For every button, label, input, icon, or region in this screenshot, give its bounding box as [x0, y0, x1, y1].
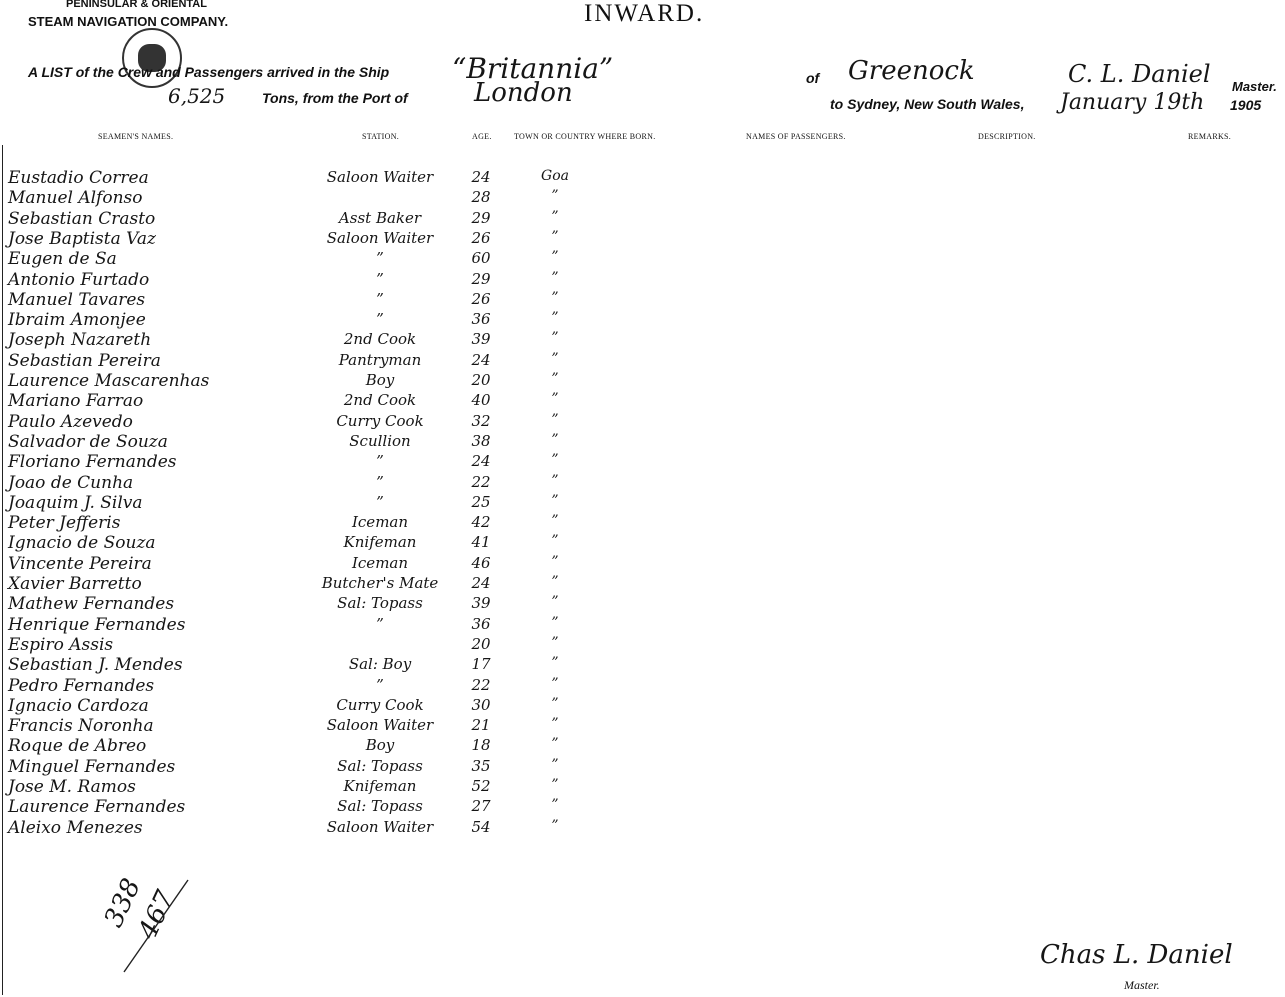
folio-number-lower: 467 — [132, 886, 181, 944]
crew-station: Knifeman — [343, 533, 417, 552]
crew-birthplace: ” — [551, 513, 559, 530]
crew-birthplace: ” — [551, 249, 559, 266]
crew-name: Xavier Barretto — [8, 574, 142, 594]
crew-name: Antonio Furtado — [8, 269, 150, 290]
crew-birthplace: ” — [551, 695, 559, 712]
crew-station: ” — [376, 289, 384, 308]
crew-age: 28 — [471, 188, 491, 207]
crew-row — [0, 229, 640, 249]
crew-row — [0, 310, 640, 330]
crew-name: Laurence Mascarenhas — [8, 371, 210, 391]
crew-age: 39 — [471, 330, 491, 349]
crew-station: Sal: Topass — [337, 594, 423, 613]
crew-row — [0, 168, 640, 188]
crew-name: Manuel Alfonso — [8, 188, 143, 209]
to-label: to Sydney, New South Wales, — [830, 96, 1025, 112]
crew-birthplace: ” — [551, 492, 559, 509]
crew-name: Ignacio Cardoza — [8, 695, 149, 716]
crew-name: Floriano Fernandes — [8, 452, 177, 473]
crew-station: Knifeman — [343, 777, 417, 795]
crew-row — [0, 351, 640, 371]
crew-birthplace: ” — [551, 756, 559, 773]
of-label: of — [806, 70, 820, 86]
crew-name: Eustadio Correa — [8, 168, 149, 188]
crew-station: Sal: Topass — [337, 797, 423, 816]
crew-name: Sebastian J. Mendes — [8, 655, 183, 676]
crew-station: Iceman — [351, 513, 409, 532]
crew-age: 24 — [471, 452, 491, 471]
crew-birthplace: ” — [551, 716, 559, 733]
crew-name: Pedro Fernandes — [8, 675, 155, 696]
crew-row — [0, 797, 640, 817]
crew-row — [0, 635, 640, 655]
crew-row — [0, 757, 640, 777]
col-seamen-names: SEAMEN'S NAMES. — [98, 132, 174, 141]
crew-row — [0, 412, 640, 432]
crew-station: ” — [376, 452, 384, 471]
crew-age: 36 — [471, 614, 491, 633]
crew-row — [0, 716, 640, 736]
crew-row — [0, 736, 640, 756]
col-station: STATION. — [362, 132, 400, 141]
crew-station: ” — [376, 269, 384, 288]
crew-age: 60 — [471, 249, 491, 268]
of-port: Greenock — [848, 56, 975, 86]
crew-row — [0, 594, 640, 614]
tons-label: Tons, from the Port of — [262, 90, 408, 106]
crew-birthplace: ” — [551, 228, 559, 245]
crew-age: 27 — [471, 797, 491, 816]
crew-row — [0, 270, 640, 290]
crew-age: 17 — [471, 655, 491, 674]
crew-row — [0, 371, 640, 391]
crew-station: Iceman — [351, 553, 409, 572]
crew-birthplace: ” — [551, 614, 559, 631]
crew-birthplace: ” — [551, 634, 559, 651]
crew-birthplace: ” — [551, 208, 559, 225]
crew-name: Francis Noronha — [8, 716, 154, 737]
crew-age: 54 — [471, 817, 491, 836]
crew-name: Sebastian Pereira — [8, 350, 161, 371]
crew-station: Pantryman — [338, 350, 422, 369]
crew-row — [0, 452, 640, 472]
crew-row — [0, 777, 640, 797]
crew-name: Joaquim J. Silva — [8, 492, 143, 513]
crew-row — [0, 554, 640, 574]
crew-birthplace: ” — [551, 574, 559, 590]
crew-row — [0, 209, 640, 229]
crew-age: 40 — [471, 391, 491, 410]
company-name-line2: STEAM NAVIGATION COMPANY. — [28, 14, 229, 29]
crew-name: Paulo Azevedo — [8, 411, 133, 432]
crew-birthplace: ” — [551, 777, 559, 793]
crew-birthplace: ” — [551, 553, 559, 570]
crew-row — [0, 432, 640, 452]
crew-age: 26 — [471, 289, 491, 308]
arrival-date: January 19th — [1060, 90, 1205, 115]
document-title: INWARD. — [584, 0, 705, 27]
crew-station: Sal: Topass — [337, 756, 423, 775]
crew-age: 32 — [471, 411, 491, 430]
crew-station: ” — [376, 249, 384, 268]
crew-name: Espiro Assis — [8, 634, 114, 655]
crew-row — [0, 493, 640, 513]
col-remarks: REMARKS. — [1188, 132, 1232, 141]
crew-birthplace: Goa — [541, 168, 569, 184]
crew-birthplace: ” — [551, 431, 559, 448]
master-name: C. L. Daniel — [1068, 60, 1211, 88]
crew-age: 26 — [471, 228, 491, 247]
folio-divider — [110, 876, 200, 976]
crew-station: ” — [376, 310, 384, 329]
crew-station: Curry Cook — [336, 411, 424, 430]
crew-age: 21 — [471, 716, 491, 735]
crew-name: Aleixo Menezes — [8, 817, 143, 838]
crew-birthplace: ” — [551, 310, 559, 327]
crew-name: Roque de Abreo — [8, 736, 147, 757]
crew-age: 30 — [471, 695, 491, 714]
crew-birthplace: ” — [551, 675, 559, 692]
crew-name: Sebastian Crasto — [8, 208, 156, 229]
crew-birthplace: ” — [551, 188, 559, 205]
crew-station: Butcher's Mate — [321, 574, 439, 592]
crew-station: 2nd Cook — [343, 330, 417, 349]
crew-name: Ibraim Amonjee — [8, 310, 146, 331]
crew-station: Saloon Waiter — [326, 817, 434, 836]
crew-row — [0, 696, 640, 716]
crew-name: Ignacio de Souza — [8, 533, 156, 554]
col-age: AGE. — [472, 132, 492, 141]
crew-age: 24 — [471, 350, 491, 369]
crew-age: 24 — [471, 574, 491, 592]
crew-birthplace: ” — [551, 533, 559, 550]
crew-age: 22 — [471, 472, 491, 491]
crew-station: Boy — [365, 371, 395, 389]
crew-row — [0, 574, 640, 594]
crew-station: Saloon Waiter — [326, 168, 434, 186]
crew-age: 36 — [471, 310, 491, 329]
crew-birthplace: ” — [551, 472, 559, 489]
crew-birthplace: ” — [551, 269, 559, 286]
crew-name: Manuel Tavares — [8, 289, 146, 310]
crew-birthplace: ” — [551, 371, 559, 387]
crew-age: 35 — [471, 756, 491, 775]
crew-name: Peter Jefferis — [8, 513, 121, 534]
crew-name: Joao de Cunha — [8, 472, 134, 493]
crew-age: 29 — [471, 208, 491, 227]
crew-birthplace: ” — [551, 452, 559, 469]
crew-age: 20 — [471, 634, 491, 653]
crew-name: Jose M. Ramos — [8, 777, 136, 797]
crew-age: 46 — [471, 553, 491, 572]
tonnage: 6,525 — [168, 84, 226, 108]
crew-station: ” — [376, 675, 384, 694]
crew-station: Saloon Waiter — [326, 716, 434, 735]
crew-row — [0, 655, 640, 675]
crew-birthplace: ” — [551, 391, 559, 408]
crew-row — [0, 188, 640, 208]
crew-row — [0, 513, 640, 533]
crew-station: ” — [376, 492, 384, 511]
crew-name: Henrique Fernandes — [8, 614, 186, 635]
crew-name: Mathew Fernandes — [8, 594, 175, 615]
crew-age: 52 — [471, 777, 491, 795]
crew-name: Joseph Nazareth — [8, 330, 152, 351]
crew-age: 20 — [471, 371, 491, 389]
crew-age: 38 — [471, 431, 491, 450]
list-heading-text: A LIST of the Crew and Passengers arrived in the Ship — [28, 64, 390, 80]
arrival-year: 1905 — [1230, 97, 1262, 113]
ship-name: “Britannia” — [452, 52, 614, 85]
signature-master-label: Master. — [1124, 978, 1160, 992]
crew-row — [0, 391, 640, 411]
crew-birthplace: ” — [551, 411, 559, 428]
crew-station: Saloon Waiter — [326, 228, 434, 247]
crew-row — [0, 249, 640, 269]
crew-row — [0, 676, 640, 696]
crew-birthplace: ” — [551, 330, 559, 347]
crew-age: 24 — [471, 168, 491, 186]
crew-age: 22 — [471, 675, 491, 694]
crew-birthplace: ” — [551, 655, 559, 672]
folio-number-upper: 338 — [98, 874, 147, 932]
crew-station: Curry Cook — [336, 695, 424, 714]
crew-name: Salvador de Souza — [8, 431, 168, 452]
col-passengers: NAMES OF PASSENGERS. — [746, 132, 846, 141]
crew-row — [0, 818, 640, 838]
crew-name: Jose Baptista Vaz — [8, 228, 156, 249]
crew-name: Vincente Pereira — [8, 553, 152, 574]
crew-name: Eugen de Sa — [8, 249, 117, 270]
crew-age: 39 — [471, 594, 491, 613]
crew-station: Boy — [365, 736, 395, 755]
crew-row — [0, 615, 640, 635]
crew-station: Asst Baker — [338, 208, 422, 227]
crew-row — [0, 533, 640, 553]
crew-row — [0, 330, 640, 350]
crew-row — [0, 290, 640, 310]
crew-row — [0, 473, 640, 493]
crew-birthplace: ” — [551, 350, 559, 367]
crew-age: 41 — [471, 533, 491, 552]
col-town: TOWN OR COUNTRY WHERE BORN. — [514, 132, 656, 141]
col-description: DESCRIPTION. — [978, 132, 1036, 141]
crew-station: Scullion — [349, 431, 411, 450]
crew-birthplace: ” — [551, 817, 559, 834]
crew-birthplace: ” — [551, 594, 559, 611]
master-signature: Chas L. Daniel — [1040, 940, 1233, 970]
crew-age: 29 — [471, 269, 491, 288]
crew-name: Minguel Fernandes — [8, 756, 176, 777]
crew-birthplace: ” — [551, 736, 559, 753]
crew-birthplace: ” — [551, 289, 559, 306]
crew-station: 2nd Cook — [343, 391, 417, 410]
master-label: Master. — [1232, 79, 1277, 94]
crew-station: Sal: Boy — [348, 655, 412, 674]
crew-name: Laurence Fernandes — [8, 797, 186, 818]
crew-age: 42 — [471, 513, 491, 532]
from-port: London — [474, 78, 573, 108]
crew-age: 25 — [471, 492, 491, 511]
crew-birthplace: ” — [551, 797, 559, 814]
crew-age: 18 — [471, 736, 491, 755]
crew-station: ” — [376, 614, 384, 633]
crew-station: ” — [376, 472, 384, 491]
company-name-line1: PENINSULAR & ORIENTAL — [66, 0, 207, 10]
crew-name: Mariano Farrao — [8, 391, 144, 412]
